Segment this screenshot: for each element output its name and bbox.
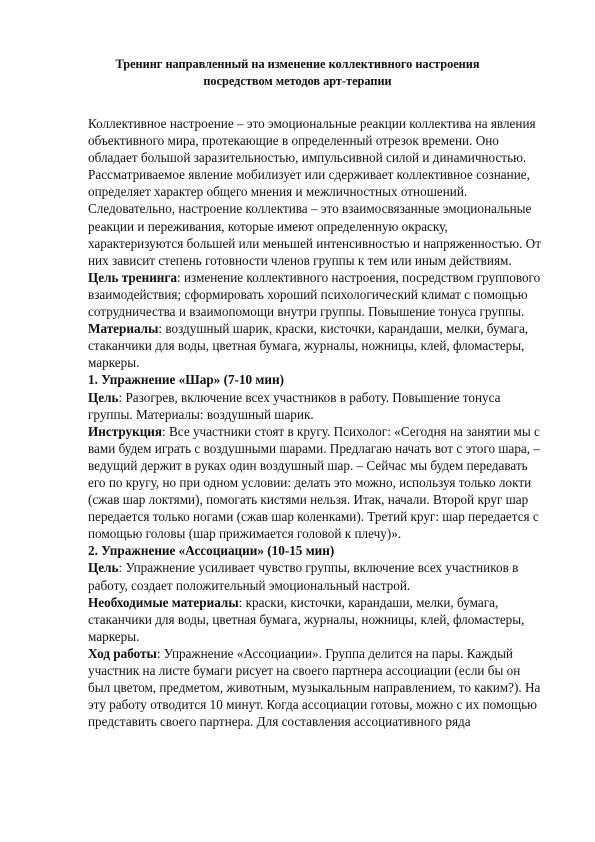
materials-text: : воздушный шарик, краски, кисточки, карандаши, мелки, бумага, стаканчики для воды, цветная бумага, журналы, ножницы, клей, фломастеры, маркеры. bbox=[88, 321, 529, 371]
exercise-1-goal-label: Цель bbox=[88, 389, 119, 405]
materials-paragraph bbox=[88, 320, 543, 371]
goal-paragraph bbox=[88, 269, 543, 320]
goal-text: : изменение коллективного настроения, посредством группового взаимодействия; сформировать хороший психологический климат с помощью сотрудничества и взаимопомощи внутри группы. Повышение тонуса группы. bbox=[88, 269, 541, 320]
exercise-2-heading: 2. Упражнение «Ассоциации» (10-15 мин) bbox=[88, 543, 335, 559]
exercise-1-goal bbox=[88, 389, 543, 423]
exercise-2-materials-text: : краски, кисточки, карандаши, мелки, бумага, стаканчики для воды, цветная бумага, журналы, ножницы, клей, фломастеры, маркеры. bbox=[88, 594, 525, 644]
exercise-2-goal-text: : Упражнение усиливает чувство группы, включение всех участников в работу, создает положительный эмоциональный настрой. bbox=[88, 560, 519, 593]
document-body bbox=[88, 115, 543, 730]
exercise-2-process bbox=[88, 645, 543, 730]
exercise-1-instruction-label: Инструкция bbox=[88, 423, 163, 439]
exercise-2-goal-label: Цель bbox=[88, 560, 119, 576]
exercise-1-instruction bbox=[88, 423, 543, 543]
materials-label: Материалы bbox=[88, 321, 159, 337]
exercise-1-heading: 1. Упражнение «Шар» (7-10 мин) bbox=[88, 372, 284, 388]
exercise-2-materials bbox=[88, 594, 543, 645]
title-line-2: посредством методов арт-терапии bbox=[203, 74, 392, 88]
exercise-2-goal bbox=[88, 559, 543, 593]
intro-paragraph: Коллективное настроение – это эмоциональные реакции коллектива на явления объективного мира, протекающие в определенный отрезок времени. Оно обладает большой заразительностью, импульсивной силой и динамичностью. Рассматриваемое явление мобилизует или сдерживает коллективное сознание, определяет характер общего мнения и межличностных отношений. Следовательно, настроение коллектива – это взаимосвязанные эмоциональные реакции и переживания, которые имеют определенную окраску, характеризуются большей или меньшей интенсивностью и напряженностью. От них зависит степень готовности членов группы к тем или иным действиям. bbox=[88, 116, 541, 268]
exercise-2-process-label: Ход работы bbox=[88, 645, 157, 661]
goal-label: Цель тренинга bbox=[88, 269, 177, 285]
exercise-1-goal-text: : Разогрев, включение всех участников в работу. Повышение тонуса группы. Материалы: воздушный шарик. bbox=[88, 389, 501, 422]
exercise-2-materials-label: Необходимые материалы bbox=[88, 594, 239, 610]
document-title bbox=[52, 56, 543, 90]
exercise-2-process-text: : Упражнение «Ассоциации». Группа делится на пары. Каждый участник на листе бумаги рисует на своего партнера ассоциации (если бы он был цветом, предметом, животным, музыкальным направлением, то каким?). На эту работу отводится 10 минут. Когда ассоциации готовы, можно с их помощью представить своего партнера. Для составления ассоциативного ряда bbox=[88, 645, 541, 730]
exercise-1-instruction-text: : Все участники стоят в кругу. Психолог: «Сегодня на занятии мы с вами будем играть с воздушными шарами. Предлагаю начать вот с этого шара, – ведущий держит в руках один воздушный шар. – Сейчас мы будем передавать его по кругу, но при одном условии: делать это можно, используя только локти (сжав шар локтями), помогать кистями нельзя. Итак, начали. Второй круг шар передается только ногами (сжав шар коленками). Третий круг: шар передается с помощью головы (шар прижимается головой к плечу)». bbox=[88, 423, 540, 542]
title-line-1: Тренинг направленный на изменение коллективного настроения bbox=[115, 57, 480, 71]
